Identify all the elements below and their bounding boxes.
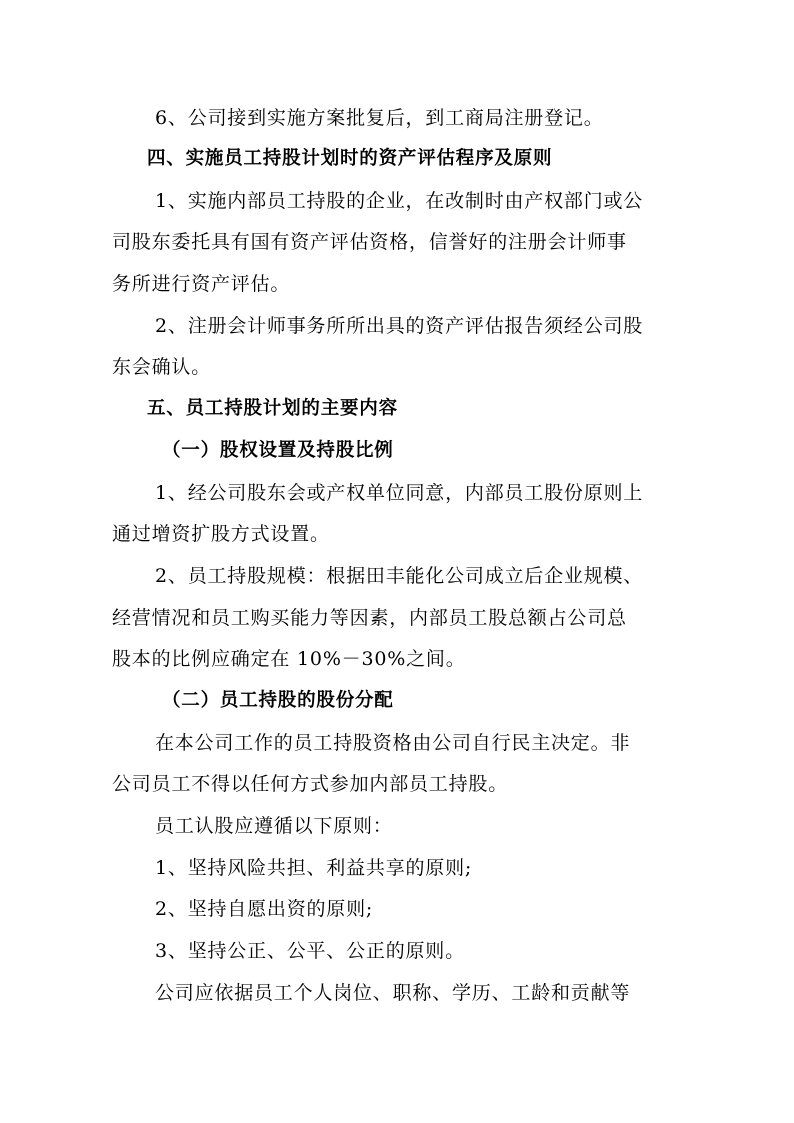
paragraph-line: 东会确认。 bbox=[112, 356, 212, 378]
list-item: 1、坚持风险共担、利益共享的原则; bbox=[155, 857, 473, 879]
subsection-heading-2: （二）员工持股的股份分配 bbox=[162, 690, 394, 711]
list-item: 2、坚持自愿出资的原则; bbox=[155, 898, 374, 920]
paragraph-line: 在本公司工作的员工持股资格由公司自行民主决定。非 bbox=[155, 732, 631, 754]
paragraph-line: 股本的比例应确定在 10%－30%之间。 bbox=[112, 648, 466, 670]
paragraph-line: 1、经公司股东会或产权单位同意，内部员工股份原则上 bbox=[155, 482, 644, 504]
paragraph-line: 公司员工不得以任何方式参加内部员工持股。 bbox=[112, 773, 509, 795]
paragraph-line: 2、注册会计师事务所所出具的资产评估报告须经公司股 bbox=[155, 315, 644, 337]
paragraph-line: 通过增资扩股方式设置。 bbox=[112, 523, 330, 545]
paragraph-line: 司股东委托具有国有资产评估资格，信誉好的注册会计师事 bbox=[112, 231, 627, 253]
section-heading-5: 五、员工持股计划的主要内容 bbox=[147, 398, 398, 419]
paragraph-line: 2、员工持股规模：根据田丰能化公司成立后企业规模、 bbox=[155, 565, 644, 587]
paragraph-line: 经营情况和员工购买能力等因素，内部员工股总额占公司总 bbox=[112, 607, 627, 629]
subsection-heading-1: （一）股权设置及持股比例 bbox=[162, 440, 394, 461]
paragraph-line: 务所进行资产评估。 bbox=[112, 273, 291, 295]
section-heading-4: 四、实施员工持股计划时的资产评估程序及原则 bbox=[147, 148, 553, 169]
paragraph-line: 6、公司接到实施方案批复后，到工商局注册登记。 bbox=[155, 107, 604, 129]
paragraph-line: 1、实施内部员工持股的企业，在改制时由产权部门或公 bbox=[155, 190, 644, 212]
paragraph-line: 员工认股应遵循以下原则： bbox=[155, 815, 393, 837]
paragraph-line: 公司应依据员工个人岗位、职称、学历、工龄和贡献等 bbox=[155, 982, 631, 1004]
list-item: 3、坚持公正、公平、公正的原则。 bbox=[155, 940, 465, 962]
